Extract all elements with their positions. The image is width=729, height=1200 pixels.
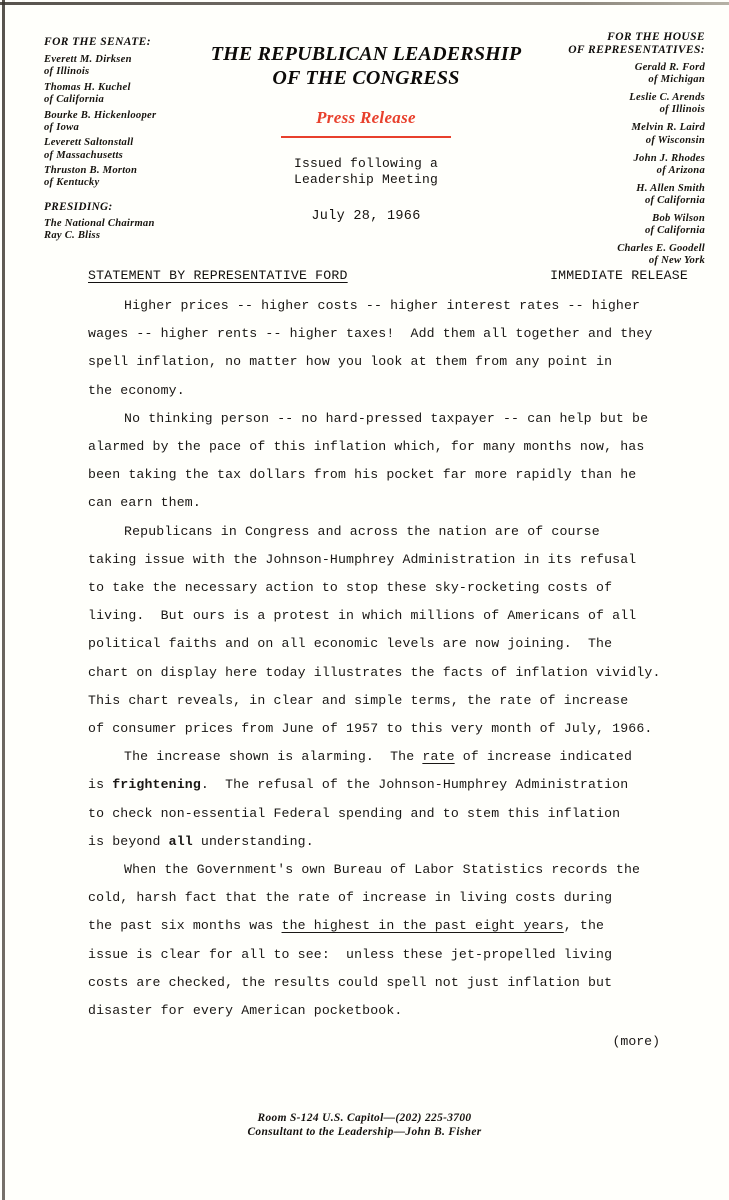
member-name: Bob Wilson — [652, 212, 705, 224]
release-date: July 28, 1966 — [311, 209, 421, 224]
statement-line: No thinking person -- no hard-pressed taxpayer -- can help but be — [124, 410, 649, 426]
emphasis-underline: rate — [422, 749, 455, 765]
statement-line: cold, harsh fact that the rate of increase in living costs during — [88, 890, 613, 906]
senate-member — [44, 54, 204, 79]
statement-paragraph — [88, 743, 688, 856]
statement-line: is beyond all understanding. — [88, 833, 314, 849]
house-heading-line-2: OF REPRESENTATIVES: — [568, 44, 705, 56]
senate-member — [44, 82, 204, 107]
statement-paragraph — [88, 405, 688, 518]
house-member — [555, 213, 705, 238]
statement-line: political faiths and on all economic levels are now joining. The — [88, 636, 613, 652]
house-heading-line-1: FOR THE HOUSE — [607, 31, 705, 43]
member-name: The National Chairman — [44, 217, 155, 229]
presiding-heading: PRESIDING: — [44, 200, 113, 213]
member-state: of Arizona — [656, 164, 705, 176]
release-status: IMMEDIATE RELEASE — [550, 268, 688, 283]
statement-line: chart on display here today illustrates the facts of inflation vividly. — [88, 664, 661, 680]
organization-title — [196, 42, 536, 90]
title-line-2: OF THE CONGRESS — [272, 67, 460, 89]
member-state: of California — [644, 225, 705, 237]
statement-line: This chart reveals, in clear and simple terms, the rate of increase — [88, 692, 629, 708]
member-state: of Massachusetts — [44, 149, 124, 161]
footer-line-2: Consultant to the Leadership—John B. Fisher — [247, 1125, 482, 1138]
statement-line: living. But ours is a protest in which millions of Americans of all — [88, 608, 637, 624]
statement-paragraph — [88, 856, 688, 1025]
member-name: Charles E. Goodell — [617, 243, 705, 255]
senate-member — [44, 137, 204, 162]
member-state: of Wisconsin — [645, 134, 705, 146]
senate-heading: FOR THE SENATE: — [44, 36, 151, 48]
member-name: Gerald R. Ford — [634, 62, 705, 73]
member-state: of California — [44, 94, 105, 106]
house-member — [555, 62, 705, 87]
house-column — [555, 31, 705, 273]
statement-line: spell inflation, no matter how you look at them from any point in — [88, 354, 613, 370]
emphasis-bold: all — [168, 833, 193, 849]
member-state: of Iowa — [44, 121, 80, 133]
press-release-label: Press Release — [316, 108, 416, 127]
member-state: of California — [644, 195, 705, 207]
house-member — [555, 153, 705, 178]
statement-line: the past six months was the highest in the past eight years, the — [88, 918, 605, 934]
member-name: John J. Rhodes — [633, 152, 705, 164]
statement-line: wages -- higher rents -- higher taxes! Add them all together and they — [88, 326, 653, 342]
member-name: Bourke B. Hickenlooper — [44, 109, 157, 121]
statement-paragraph — [88, 518, 688, 744]
statement-line: taking issue with the Johnson-Humphrey Administration in its refusal — [88, 551, 637, 567]
footer-line-1: Room S-124 U.S. Capitol—(202) 225-3700 — [257, 1112, 472, 1124]
member-state: of Kentucky — [44, 177, 100, 189]
statement-body — [88, 268, 688, 1056]
member-name: Melvin R. Laird — [631, 122, 705, 134]
member-name: Thomas H. Kuchel — [44, 81, 131, 93]
accent-divider — [281, 136, 451, 138]
statement-line: Republicans in Congress and across the nation are of course — [124, 523, 600, 539]
paragraph-container — [88, 292, 688, 1025]
statement-line: Higher prices -- higher costs -- higher interest rates -- higher — [124, 298, 641, 313]
statement-line: can earn them. — [88, 495, 201, 511]
statement-line: to check non-essential Federal spending and to stem this inflation — [88, 805, 621, 821]
statement-paragraph — [88, 292, 688, 405]
issued-note — [196, 156, 536, 187]
house-member — [555, 243, 705, 268]
member-state: of New York — [648, 255, 705, 267]
statement-line: When the Government's own Bureau of Labor Statistics records the — [124, 862, 641, 878]
issued-line-1: Issued following a — [293, 156, 439, 171]
house-heading — [555, 31, 705, 57]
member-name: Leverett Saltonstall — [44, 137, 134, 149]
member-name: Everett M. Dirksen — [44, 54, 132, 65]
senate-member — [44, 165, 204, 190]
statement-line: is frightening. The refusal of the Johnson-Humphrey Administration — [88, 777, 629, 793]
subject-row — [88, 268, 688, 292]
letterhead — [0, 0, 729, 267]
presiding-member — [44, 218, 204, 243]
member-state: Ray C. Bliss — [44, 230, 101, 242]
house-member — [555, 183, 705, 208]
emphasis-bold: frightening — [112, 777, 201, 793]
issued-line-2: Leadership Meeting — [293, 171, 439, 187]
house-member — [555, 92, 705, 117]
statement-line: The increase shown is alarming. The rate of increase indicated — [124, 749, 633, 765]
member-name: Leslie C. Arends — [629, 92, 705, 104]
continuation-marker: (more) — [612, 1034, 660, 1050]
member-state: of Michigan — [648, 74, 705, 86]
statement-subject: STATEMENT BY REPRESENTATIVE FORD — [88, 268, 348, 283]
title-line-1: THE REPUBLICAN LEADERSHIP — [210, 43, 522, 65]
member-name: Thruston B. Morton — [44, 165, 138, 177]
emphasis-underline: the highest in the past eight years — [281, 918, 564, 934]
statement-line: to take the necessary action to stop these sky-rocketing costs of — [88, 580, 613, 596]
house-member — [555, 122, 705, 147]
contact-footer — [0, 1112, 729, 1139]
statement-line: alarmed by the pace of this inflation which, for many months now, has — [88, 439, 645, 455]
statement-line: the economy. — [88, 382, 185, 398]
member-state: of Illinois — [659, 104, 705, 116]
masthead — [196, 42, 536, 224]
statement-line: costs are checked, the results could spell not just inflation but — [88, 974, 613, 990]
statement-line: issue is clear for all to see: unless these jet-propelled living — [88, 946, 613, 962]
member-name: H. Allen Smith — [636, 182, 705, 194]
senate-member — [44, 110, 204, 135]
statement-line: of consumer prices from June of 1957 to this very month of July, 1966. — [88, 721, 653, 737]
statement-line: disaster for every American pocketbook. — [88, 1003, 403, 1019]
senate-column — [44, 36, 204, 246]
member-state: of Illinois — [44, 66, 90, 78]
statement-line: been taking the tax dollars from his pocket far more rapidly than he — [88, 467, 637, 483]
